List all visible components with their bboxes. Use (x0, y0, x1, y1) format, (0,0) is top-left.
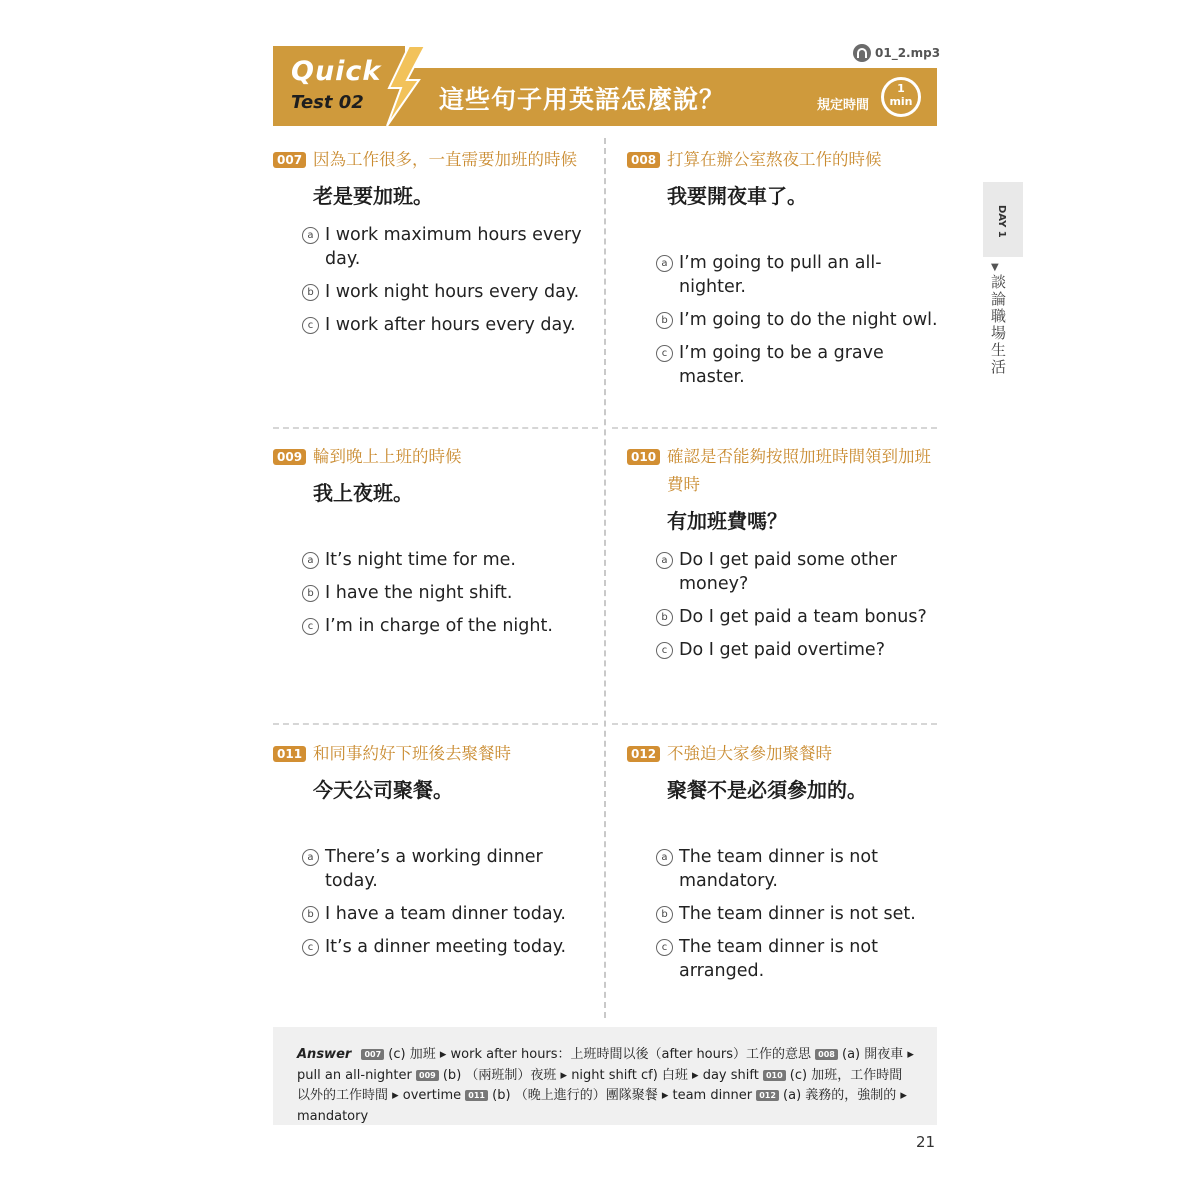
answer-label: Answer (297, 1047, 352, 1062)
option-text: Do I get paid a team bonus? (679, 607, 927, 627)
quick-test-header (273, 46, 937, 126)
option-list (273, 845, 593, 959)
triangle-down-icon: ▼ (991, 262, 999, 273)
prompt-text: 輪到晚上上班的時候 (313, 447, 462, 466)
option-a[interactable] (627, 548, 947, 596)
prompt-text: 打算在辦公室熬夜工作的時候 (667, 150, 882, 169)
question-prompt (627, 740, 947, 768)
prompt-text: 確認是否能夠按照加班時間領到加班費時 (667, 447, 931, 494)
answer-item: 012 (a) 義務的，強制的 ▸ mandatory (297, 1088, 907, 1124)
option-letter-icon: c (302, 317, 319, 334)
option-letter-icon: a (302, 552, 319, 569)
question-prompt (273, 146, 593, 174)
answer-letter: c (794, 1067, 803, 1083)
question-prompt (627, 443, 947, 499)
timer-unit: min (889, 95, 913, 108)
option-letter-icon: b (656, 609, 673, 626)
chinese-sentence: 聚餐不是必須參加的。 (667, 778, 867, 802)
answer-tag: 010 (763, 1070, 786, 1081)
question-number: 010 (627, 449, 660, 465)
answer-letter: c (393, 1047, 401, 1062)
answer-letter: a (847, 1047, 856, 1062)
option-letter-icon: a (302, 227, 319, 244)
option-b[interactable] (627, 308, 947, 332)
option-text: Do I get paid overtime? (679, 640, 885, 660)
option-text: I’m going to be a grave master. (679, 343, 884, 387)
question-number: 008 (627, 152, 660, 168)
option-text: The team dinner is not set. (679, 904, 916, 924)
question-block (627, 740, 947, 992)
option-text: I’m going to do the night owl. (679, 310, 938, 330)
row-divider (612, 427, 937, 429)
question-prompt (627, 146, 947, 174)
test-label: Test 02 (291, 92, 364, 113)
option-text: I have a team dinner today. (325, 904, 566, 924)
chinese-sentence: 我上夜班。 (313, 481, 413, 505)
timer-icon (881, 77, 921, 117)
column-divider (604, 138, 606, 1018)
question-number: 009 (273, 449, 306, 465)
option-letter-icon: a (656, 552, 673, 569)
answer-tag: 007 (361, 1049, 384, 1060)
audio-track[interactable] (853, 44, 940, 62)
option-b[interactable] (273, 581, 593, 605)
page-title: 這些句子用英語怎麼說？ (439, 85, 726, 114)
option-list (273, 223, 593, 337)
row-divider (273, 723, 598, 725)
question-block (273, 740, 593, 968)
option-a[interactable] (627, 845, 947, 893)
option-letter-icon: c (656, 345, 673, 362)
answer-item: 008 (a) 開夜車 ▸ pull an all-nighter (297, 1047, 914, 1083)
question-block (273, 443, 593, 647)
option-letter-icon: c (302, 618, 319, 635)
answer-text: 加班，工作時間以外的工作時間 ▸ overtime (297, 1067, 903, 1103)
row-divider (273, 427, 598, 429)
day-label: DAY 1 (996, 205, 1007, 238)
question-block (627, 443, 947, 671)
question-block (627, 146, 947, 398)
option-text: It’s a dinner meeting today. (325, 937, 567, 957)
option-letter-icon: a (656, 849, 673, 866)
answer-item: 007 (c) 加班 ▸ work after hours：上班時間以後（after hours）工作的意思 (361, 1047, 811, 1062)
answer-text: 開夜車 ▸ pull an all-nighter (297, 1047, 914, 1083)
option-letter-icon: a (302, 849, 319, 866)
answer-tag: 009 (416, 1070, 439, 1081)
option-letter-icon: b (656, 312, 673, 329)
option-letter-icon: b (302, 585, 319, 602)
chinese-sentence: 有加班費嗎？ (667, 509, 787, 533)
answer-item: 011 (b) （晚上進行的）團隊聚餐 ▸ team dinner (465, 1088, 752, 1103)
option-list (627, 548, 947, 662)
audio-filename: 01_2.mp3 (875, 46, 941, 60)
chinese-sentence: 今天公司聚餐。 (313, 778, 453, 802)
option-b[interactable] (273, 902, 593, 926)
answer-letter: b (447, 1067, 457, 1083)
lightning-icon (383, 46, 425, 126)
option-text: The team dinner is not mandatory. (679, 847, 878, 891)
option-c[interactable] (273, 313, 593, 337)
answer-box (273, 1027, 937, 1125)
question-number: 012 (627, 746, 660, 762)
answer-text: （晚上進行的）團隊聚餐 ▸ team dinner (514, 1088, 753, 1103)
option-c[interactable] (627, 638, 947, 662)
option-a[interactable] (273, 548, 593, 572)
option-b[interactable] (627, 902, 947, 926)
option-text: I work maximum hours every day. (325, 225, 582, 269)
option-text: I’m in charge of the night. (325, 616, 553, 636)
option-a[interactable] (627, 251, 947, 299)
option-text: It’s night time for me. (325, 550, 516, 570)
page-number: 21 (916, 1133, 936, 1151)
option-list (273, 548, 593, 638)
option-c[interactable] (627, 341, 947, 389)
question-prompt (273, 443, 593, 471)
answer-text: （兩班制）夜班 ▸ night shift cf) 白班 ▸ day shift (465, 1067, 759, 1083)
answer-text: 義務的，強制的 ▸ mandatory (297, 1088, 907, 1124)
option-a[interactable] (273, 223, 593, 271)
headphones-icon (853, 44, 871, 62)
quick-label: Quick (291, 56, 382, 87)
answer-tag: 012 (756, 1090, 779, 1101)
option-a[interactable] (273, 845, 593, 893)
topic-label: 談論職場生活 (989, 274, 1007, 376)
option-text: I work after hours every day. (325, 315, 576, 335)
option-letter-icon: b (302, 284, 319, 301)
option-letter-icon: b (656, 906, 673, 923)
answer-tag: 011 (465, 1090, 488, 1101)
option-letter-icon: b (302, 906, 319, 923)
timer-number: 1 (897, 82, 905, 95)
option-letter-icon: c (302, 939, 319, 956)
option-text: There’s a working dinner today. (325, 847, 543, 891)
option-letter-icon: c (656, 642, 673, 659)
option-list (627, 251, 947, 389)
option-text: The team dinner is not arranged. (679, 937, 878, 981)
answer-letter: b (497, 1088, 506, 1103)
option-text: I work night hours every day. (325, 282, 580, 302)
answer-tag: 008 (815, 1049, 838, 1060)
prompt-text: 不強迫大家參加聚餐時 (667, 744, 832, 763)
option-text: I’m going to pull an all-nighter. (679, 253, 882, 297)
question-prompt (273, 740, 593, 768)
option-b[interactable] (627, 605, 947, 629)
chinese-sentence: 老是要加班。 (313, 184, 433, 208)
row-divider (612, 723, 937, 725)
option-b[interactable] (273, 280, 593, 304)
option-letter-icon: c (656, 939, 673, 956)
option-c[interactable] (273, 614, 593, 638)
prompt-text: 因為工作很多，一直需要加班的時候 (313, 150, 577, 169)
answer-item: 010 (c) 加班，工作時間以外的工作時間 ▸ overtime (297, 1067, 903, 1103)
time-limit-label: 規定時間 (817, 98, 870, 113)
option-c[interactable] (627, 935, 947, 983)
option-text: Do I get paid some other money? (679, 550, 897, 594)
answer-item: 009 (b) （兩班制）夜班 ▸ night shift cf) 白班 ▸ day shift (416, 1068, 759, 1083)
answer-letter: a (788, 1088, 797, 1103)
option-c[interactable] (273, 935, 593, 959)
answer-text: 加班 ▸ work after hours：上班時間以後（after hours）工作的意思 (409, 1047, 811, 1062)
option-text: I have the night shift. (325, 583, 513, 603)
question-number: 011 (273, 746, 306, 762)
option-letter-icon: a (656, 255, 673, 272)
question-block (273, 146, 593, 346)
prompt-text: 和同事約好下班後去聚餐時 (313, 744, 511, 763)
chinese-sentence: 我要開夜車了。 (667, 184, 807, 208)
question-number: 007 (273, 152, 306, 168)
option-list (627, 845, 947, 983)
